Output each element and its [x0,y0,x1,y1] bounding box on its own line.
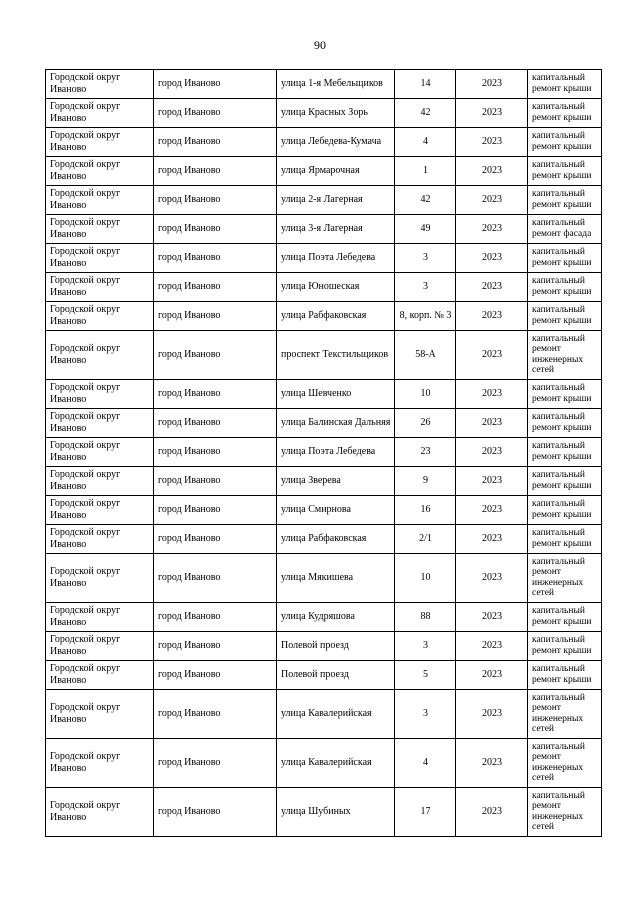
city-cell: город Иваново [154,302,277,331]
work-type-cell: капитальный ремонт крыши [528,244,602,273]
city-cell: город Иваново [154,467,277,496]
year-cell: 2023 [456,409,528,438]
work-type-cell: капитальный ремонт крыши [528,632,602,661]
year-cell: 2023 [456,70,528,99]
table-row [46,603,602,632]
repair-schedule-table [45,69,602,837]
table-row [46,525,602,554]
district-cell: Городской округ Иваново [46,496,154,525]
work-type-cell: капитальный ремонт крыши [528,157,602,186]
house-cell: 1 [395,157,456,186]
city-cell: город Иваново [154,690,277,739]
house-cell: 5 [395,661,456,690]
street-cell: улица Смирнова [277,496,395,525]
house-cell: 10 [395,554,456,603]
year-cell: 2023 [456,603,528,632]
house-cell: 58-А [395,331,456,380]
table-row [46,302,602,331]
street-cell: улица Шевченко [277,380,395,409]
page-number: 90 [314,38,326,52]
house-cell: 4 [395,128,456,157]
house-cell: 17 [395,788,456,837]
district-cell: Городской округ Иваново [46,525,154,554]
house-cell: 16 [395,496,456,525]
city-cell: город Иваново [154,632,277,661]
work-type-cell: капитальный ремонт инженерных сетей [528,788,602,837]
street-cell: улица Поэта Лебедева [277,244,395,273]
district-cell: Городской округ Иваново [46,438,154,467]
year-cell: 2023 [456,331,528,380]
year-cell: 2023 [456,99,528,128]
street-cell: улица Рабфаковская [277,525,395,554]
house-cell: 3 [395,244,456,273]
city-cell: город Иваново [154,603,277,632]
table-row [46,788,602,837]
work-type-cell: капитальный ремонт крыши [528,409,602,438]
district-cell: Городской округ Иваново [46,273,154,302]
house-cell: 8, корп. № 3 [395,302,456,331]
street-cell: улица Ярмарочная [277,157,395,186]
district-cell: Городской округ Иваново [46,244,154,273]
house-cell: 3 [395,690,456,739]
work-type-cell: капитальный ремонт крыши [528,273,602,302]
table-row [46,496,602,525]
district-cell: Городской округ Иваново [46,128,154,157]
house-cell: 23 [395,438,456,467]
district-cell: Городской округ Иваново [46,70,154,99]
city-cell: город Иваново [154,496,277,525]
district-cell: Городской округ Иваново [46,99,154,128]
district-cell: Городской округ Иваново [46,603,154,632]
street-cell: улица Лебедева-Кумача [277,128,395,157]
year-cell: 2023 [456,215,528,244]
district-cell: Городской округ Иваново [46,215,154,244]
year-cell: 2023 [456,438,528,467]
street-cell: улица Юношеская [277,273,395,302]
year-cell: 2023 [456,690,528,739]
city-cell: город Иваново [154,661,277,690]
table-row [46,99,602,128]
street-cell: улица Шубиных [277,788,395,837]
work-type-cell: капитальный ремонт крыши [528,186,602,215]
table-body [46,70,602,837]
work-type-cell: капитальный ремонт крыши [528,525,602,554]
district-cell: Городской округ Иваново [46,380,154,409]
street-cell: улица Кавалерийская [277,739,395,788]
city-cell: город Иваново [154,273,277,302]
work-type-cell: капитальный ремонт крыши [528,302,602,331]
table-row [46,215,602,244]
work-type-cell: капитальный ремонт крыши [528,467,602,496]
house-cell: 10 [395,380,456,409]
house-cell: 42 [395,186,456,215]
table-row [46,380,602,409]
district-cell: Городской округ Иваново [46,467,154,496]
table-row [46,128,602,157]
street-cell: улица Мякишева [277,554,395,603]
house-cell: 3 [395,632,456,661]
year-cell: 2023 [456,273,528,302]
work-type-cell: капитальный ремонт крыши [528,661,602,690]
table-row [46,438,602,467]
table-row [46,273,602,302]
district-cell: Городской округ Иваново [46,661,154,690]
year-cell: 2023 [456,496,528,525]
table-row [46,70,602,99]
city-cell: город Иваново [154,215,277,244]
table-row [46,661,602,690]
year-cell: 2023 [456,525,528,554]
house-cell: 2/1 [395,525,456,554]
table-row [46,157,602,186]
house-cell: 4 [395,739,456,788]
street-cell: Полевой проезд [277,661,395,690]
street-cell: улица 3-я Лагерная [277,215,395,244]
work-type-cell: капитальный ремонт крыши [528,380,602,409]
table-row [46,244,602,273]
street-cell: улица Красных Зорь [277,99,395,128]
city-cell: город Иваново [154,157,277,186]
district-cell: Городской округ Иваново [46,409,154,438]
year-cell: 2023 [456,661,528,690]
city-cell: город Иваново [154,186,277,215]
table-row [46,632,602,661]
street-cell: улица Зверева [277,467,395,496]
work-type-cell: капитальный ремонт инженерных сетей [528,554,602,603]
street-cell: улица Рабфаковская [277,302,395,331]
city-cell: город Иваново [154,788,277,837]
street-cell: улица 1-я Мебельщиков [277,70,395,99]
street-cell: улица 2-я Лагерная [277,186,395,215]
house-cell: 42 [395,99,456,128]
year-cell: 2023 [456,467,528,496]
house-cell: 9 [395,467,456,496]
table-row [46,690,602,739]
city-cell: город Иваново [154,525,277,554]
district-cell: Городской округ Иваново [46,186,154,215]
year-cell: 2023 [456,244,528,273]
year-cell: 2023 [456,157,528,186]
work-type-cell: капитальный ремонт крыши [528,70,602,99]
year-cell: 2023 [456,302,528,331]
year-cell: 2023 [456,554,528,603]
house-cell: 3 [395,273,456,302]
work-type-cell: капитальный ремонт крыши [528,128,602,157]
work-type-cell: капитальный ремонт крыши [528,603,602,632]
city-cell: город Иваново [154,554,277,603]
year-cell: 2023 [456,380,528,409]
year-cell: 2023 [456,632,528,661]
city-cell: город Иваново [154,128,277,157]
table-row [46,739,602,788]
street-cell: улица Кудряшова [277,603,395,632]
table-row [46,331,602,380]
house-cell: 88 [395,603,456,632]
year-cell: 2023 [456,128,528,157]
house-cell: 49 [395,215,456,244]
work-type-cell: капитальный ремонт крыши [528,99,602,128]
district-cell: Городской округ Иваново [46,739,154,788]
district-cell: Городской округ Иваново [46,788,154,837]
street-cell: улица Кавалерийская [277,690,395,739]
district-cell: Городской округ Иваново [46,302,154,331]
street-cell: проспект Текстильщиков [277,331,395,380]
city-cell: город Иваново [154,70,277,99]
work-type-cell: капитальный ремонт инженерных сетей [528,739,602,788]
city-cell: город Иваново [154,380,277,409]
district-cell: Городской округ Иваново [46,690,154,739]
year-cell: 2023 [456,788,528,837]
district-cell: Городской округ Иваново [46,632,154,661]
year-cell: 2023 [456,186,528,215]
table-row [46,554,602,603]
work-type-cell: капитальный ремонт инженерных сетей [528,331,602,380]
table-row [46,186,602,215]
city-cell: город Иваново [154,244,277,273]
work-type-cell: капитальный ремонт инженерных сетей [528,690,602,739]
district-cell: Городской округ Иваново [46,331,154,380]
city-cell: город Иваново [154,331,277,380]
work-type-cell: капитальный ремонт крыши [528,438,602,467]
street-cell: улица Поэта Лебедева [277,438,395,467]
city-cell: город Иваново [154,99,277,128]
city-cell: город Иваново [154,438,277,467]
district-cell: Городской округ Иваново [46,554,154,603]
year-cell: 2023 [456,739,528,788]
table-row [46,409,602,438]
table-row [46,467,602,496]
district-cell: Городской округ Иваново [46,157,154,186]
city-cell: город Иваново [154,739,277,788]
work-type-cell: капитальный ремонт фасада [528,215,602,244]
house-cell: 26 [395,409,456,438]
street-cell: Полевой проезд [277,632,395,661]
house-cell: 14 [395,70,456,99]
city-cell: город Иваново [154,409,277,438]
work-type-cell: капитальный ремонт крыши [528,496,602,525]
street-cell: улица Балинская Дальняя [277,409,395,438]
